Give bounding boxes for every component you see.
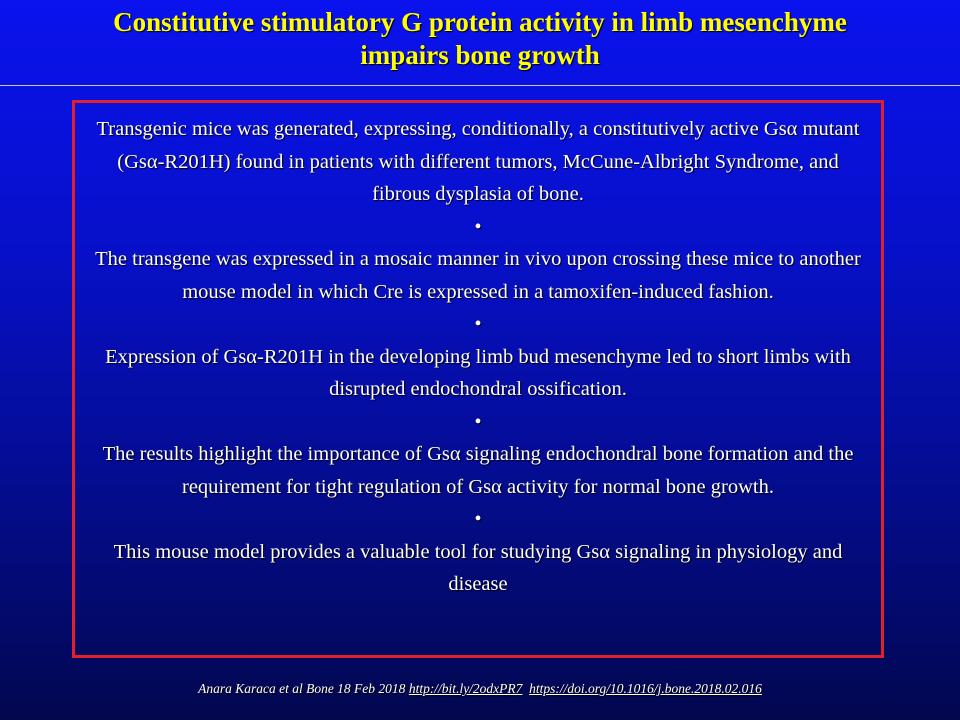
bullet-separator-4: • [474, 508, 482, 530]
citation [0, 681, 960, 697]
paragraph-3: Expression of Gsα-R201H in the developing limb bud mesenchyme led to short limbs with disrupted endochondral ossification. [105, 345, 851, 400]
content-text [87, 113, 869, 601]
paragraph-1: Transgenic mice was generated, expressing, conditionally, a constitutively active Gsα mutant (Gsα-R201H) found in patients with different tumors, McCune-Albright Syndrome, and fibrous dysplasia of bone. [96, 118, 860, 205]
slide-title-line-1: Constitutive stimulatory G protein activity in limb mesenchyme [113, 7, 847, 37]
content-box [72, 100, 884, 658]
citation-link-bitly[interactable]: http://bit.ly/2odxPR7 [408, 681, 523, 696]
bullet-separator-1: • [474, 215, 482, 238]
paragraph-4: The results highlight the importance of Gsα signaling endochondral bone formation and the requirement for tight regulation of Gsα activity for normal bone growth. [102, 443, 854, 498]
paragraph-2: The transgene was expressed in a mosaic manner in vivo upon crossing these mice to another mouse model in which Cre is expressed in a tamoxifen-induced fashion. [95, 248, 861, 303]
citation-text: Anara Karaca et al Bone 18 Feb 2018 [198, 681, 406, 696]
citation-link-doi[interactable]: https://doi.org/10.1016/j.bone.2018.02.016 [529, 681, 762, 696]
slide-title-line-2: impairs bone growth [360, 40, 600, 70]
paragraph-5: This mouse model provides a valuable tool for studying Gsα signaling in physiology and disease [113, 540, 843, 595]
slide-title [0, 6, 960, 72]
title-divider [0, 85, 960, 86]
bullet-separator-3: • [474, 410, 482, 433]
bullet-separator-2: • [474, 313, 482, 335]
